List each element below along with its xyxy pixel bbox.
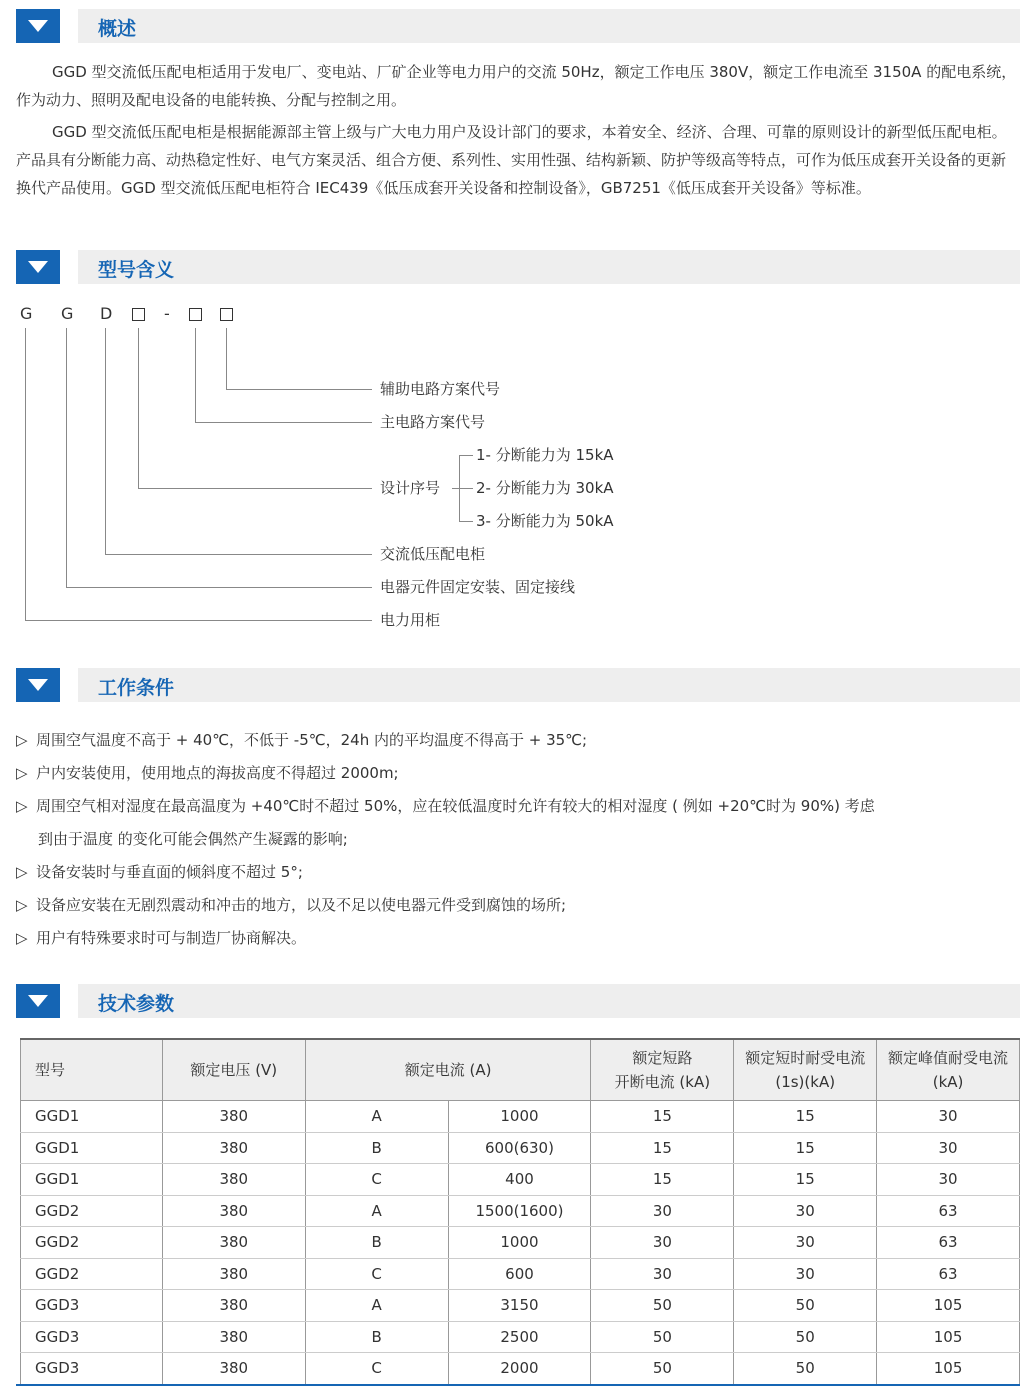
table-cell: 600(630) <box>448 1132 591 1164</box>
section-title: 工作条件 <box>98 677 175 699</box>
table-cell: A <box>305 1195 448 1227</box>
label-design-option-1: 1- 分断能力为 15kA <box>476 446 614 464</box>
header-peak: 额定峰值耐受电流 (kA) <box>877 1039 1020 1101</box>
table-row <box>21 1195 1020 1227</box>
code-box-main <box>189 308 202 321</box>
table-row <box>21 1353 1020 1385</box>
table-row <box>21 1227 1020 1259</box>
table-cell: 2000 <box>448 1353 591 1385</box>
table-cell: GGD1 <box>21 1164 163 1196</box>
section-title: 概述 <box>98 18 137 40</box>
label-design-option-2: 2- 分断能力为 30kA <box>476 479 614 497</box>
table-cell: C <box>305 1258 448 1290</box>
section-title: 型号含义 <box>98 259 175 281</box>
overview-paragraph-1: GGD 型交流低压配电柜适用于发电厂、变电站、厂矿企业等电力用户的交流 50Hz，额定工作电压 380V，额定工作电流至 3150A 的配电系统，作为动力、照明及配电设备的电能转换、分配与控制之用。 <box>16 63 1017 109</box>
table-header-row <box>21 1039 1020 1101</box>
label-design-option-3: 3- 分断能力为 50kA <box>476 512 614 530</box>
table-cell: 380 <box>162 1227 305 1259</box>
table-cell: A <box>305 1290 448 1322</box>
code-dash: - <box>164 304 170 323</box>
table-cell: 380 <box>162 1132 305 1164</box>
table-cell: 50 <box>591 1321 734 1353</box>
condition-item: ▷ 周围空气相对湿度在最高温度为 +40℃时不超过 50%，应在较低温度时允许有较大的相对湿度 ( 例如 +20℃时为 90%) 考虑 <box>16 797 875 815</box>
table-cell: GGD2 <box>21 1227 163 1259</box>
table-cell: 30 <box>877 1132 1020 1164</box>
table-cell: 30 <box>591 1258 734 1290</box>
label-g2-meaning: 电器元件固定安装、固定接线 <box>380 578 576 596</box>
table-cell: 380 <box>162 1195 305 1227</box>
triangle-right-icon: ▷ <box>16 797 28 815</box>
table-cell: 50 <box>734 1290 877 1322</box>
table-row <box>21 1321 1020 1353</box>
condition-item-continuation: 到由于温度 的变化可能会偶然产生凝露的影响; <box>38 830 348 848</box>
table-cell: 380 <box>162 1321 305 1353</box>
table-cell: 400 <box>448 1164 591 1196</box>
label-main-circuit: 主电路方案代号 <box>380 413 486 431</box>
table-cell: 30 <box>877 1164 1020 1196</box>
table-cell: 15 <box>734 1132 877 1164</box>
table-cell: 3150 <box>448 1290 591 1322</box>
code-box-aux <box>220 308 233 321</box>
section-header-conditions <box>16 668 1020 702</box>
table-cell: B <box>305 1132 448 1164</box>
table-cell: 105 <box>877 1290 1020 1322</box>
table-cell: GGD3 <box>21 1290 163 1322</box>
table-cell: 15 <box>591 1164 734 1196</box>
header-breaking: 额定短路 开断电流 (kA) <box>591 1039 734 1101</box>
spec-table <box>20 1038 1020 1385</box>
table-cell: 15 <box>591 1132 734 1164</box>
table-cell: GGD1 <box>21 1132 163 1164</box>
bottom-divider <box>16 1384 1020 1386</box>
table-cell: A <box>305 1101 448 1133</box>
table-cell: 15 <box>591 1101 734 1133</box>
table-cell: B <box>305 1321 448 1353</box>
table-cell: 380 <box>162 1258 305 1290</box>
header-short-time: 额定短时耐受电流 (1s)(kA) <box>734 1039 877 1101</box>
table-row <box>21 1101 1020 1133</box>
table-cell: 50 <box>734 1353 877 1385</box>
table-row <box>21 1258 1020 1290</box>
table-cell: GGD3 <box>21 1321 163 1353</box>
table-row <box>21 1290 1020 1322</box>
label-design-number: 设计序号 <box>380 479 441 497</box>
label-g1-meaning: 电力用柜 <box>380 611 441 629</box>
table-cell: 105 <box>877 1353 1020 1385</box>
triangle-right-icon: ▷ <box>16 929 28 947</box>
table-cell: 2500 <box>448 1321 591 1353</box>
code-box-design <box>132 308 145 321</box>
header-model: 型号 <box>21 1039 163 1101</box>
table-row <box>21 1132 1020 1164</box>
triangle-down-icon <box>16 9 60 43</box>
triangle-right-icon: ▷ <box>16 896 28 914</box>
table-cell: 63 <box>877 1258 1020 1290</box>
header-voltage: 额定电压 (V) <box>162 1039 305 1101</box>
triangle-right-icon: ▷ <box>16 731 28 749</box>
table-cell: 30 <box>591 1195 734 1227</box>
table-cell: 30 <box>877 1101 1020 1133</box>
header-current: 额定电流 (A) <box>305 1039 591 1101</box>
condition-item: ▷ 设备应安装在无剧烈震动和冲击的地方，以及不足以使电器元件受到腐蚀的场所; <box>16 896 567 914</box>
triangle-down-icon <box>16 984 60 1018</box>
table-cell: 50 <box>591 1290 734 1322</box>
table-cell: 63 <box>877 1227 1020 1259</box>
label-d-meaning: 交流低压配电柜 <box>380 545 486 563</box>
code-letter-d: D <box>100 304 113 323</box>
table-cell: GGD2 <box>21 1195 163 1227</box>
section-header-specs <box>16 984 1020 1018</box>
condition-item: ▷ 周围空气温度不高于 + 40℃，不低于 -5℃，24h 内的平均温度不得高于 + 35℃; <box>16 731 588 749</box>
table-cell: 380 <box>162 1101 305 1133</box>
label-aux-circuit: 辅助电路方案代号 <box>380 380 501 398</box>
section-header-model <box>16 250 1020 284</box>
table-cell: 1500(1600) <box>448 1195 591 1227</box>
table-cell: 63 <box>877 1195 1020 1227</box>
condition-item: ▷ 设备安装时与垂直面的倾斜度不超过 5°; <box>16 863 303 881</box>
table-cell: C <box>305 1353 448 1385</box>
table-cell: 380 <box>162 1290 305 1322</box>
table-cell: 30 <box>734 1258 877 1290</box>
table-row <box>21 1164 1020 1196</box>
section-title: 技术参数 <box>98 993 175 1015</box>
table-cell: 50 <box>591 1353 734 1385</box>
triangle-down-icon <box>16 668 60 702</box>
table-cell: C <box>305 1164 448 1196</box>
triangle-right-icon: ▷ <box>16 764 28 782</box>
triangle-down-icon <box>16 250 60 284</box>
table-cell: 600 <box>448 1258 591 1290</box>
table-cell: 15 <box>734 1101 877 1133</box>
table-cell: 30 <box>591 1227 734 1259</box>
table-cell: B <box>305 1227 448 1259</box>
table-cell: GGD3 <box>21 1353 163 1385</box>
table-cell: 1000 <box>448 1101 591 1133</box>
table-cell: GGD2 <box>21 1258 163 1290</box>
condition-item: ▷ 用户有特殊要求时可与制造厂协商解决。 <box>16 929 307 947</box>
table-cell: GGD1 <box>21 1101 163 1133</box>
table-cell: 380 <box>162 1353 305 1385</box>
code-letter-g1: G <box>20 304 33 323</box>
table-cell: 380 <box>162 1164 305 1196</box>
table-cell: 30 <box>734 1227 877 1259</box>
code-letter-g2: G <box>61 304 74 323</box>
table-cell: 1000 <box>448 1227 591 1259</box>
section-header-overview <box>16 9 1020 43</box>
table-cell: 15 <box>734 1164 877 1196</box>
condition-item: ▷ 户内安装使用，使用地点的海拔高度不得超过 2000m; <box>16 764 399 782</box>
overview-paragraph-2: GGD 型交流低压配电柜是根据能源部主管上级与广大电力用户及设计部门的要求，本着安全、经济、合理、可靠的原则设计的新型低压配电柜。产品具有分断能力高、动热稳定性好、电气方案灵活、组合方便、系列性、实用性强、结构新颖、防护等级高等特点，可作为低压成套开关设备的更新换代产品使用。GGD 型交流低压配电柜符合 IEC439《低压成套开关设备和控制设备》，GB7251《低压成套开关设备》等标准。 <box>16 123 1007 197</box>
triangle-right-icon: ▷ <box>16 863 28 881</box>
table-cell: 105 <box>877 1321 1020 1353</box>
table-cell: 30 <box>734 1195 877 1227</box>
table-cell: 50 <box>734 1321 877 1353</box>
